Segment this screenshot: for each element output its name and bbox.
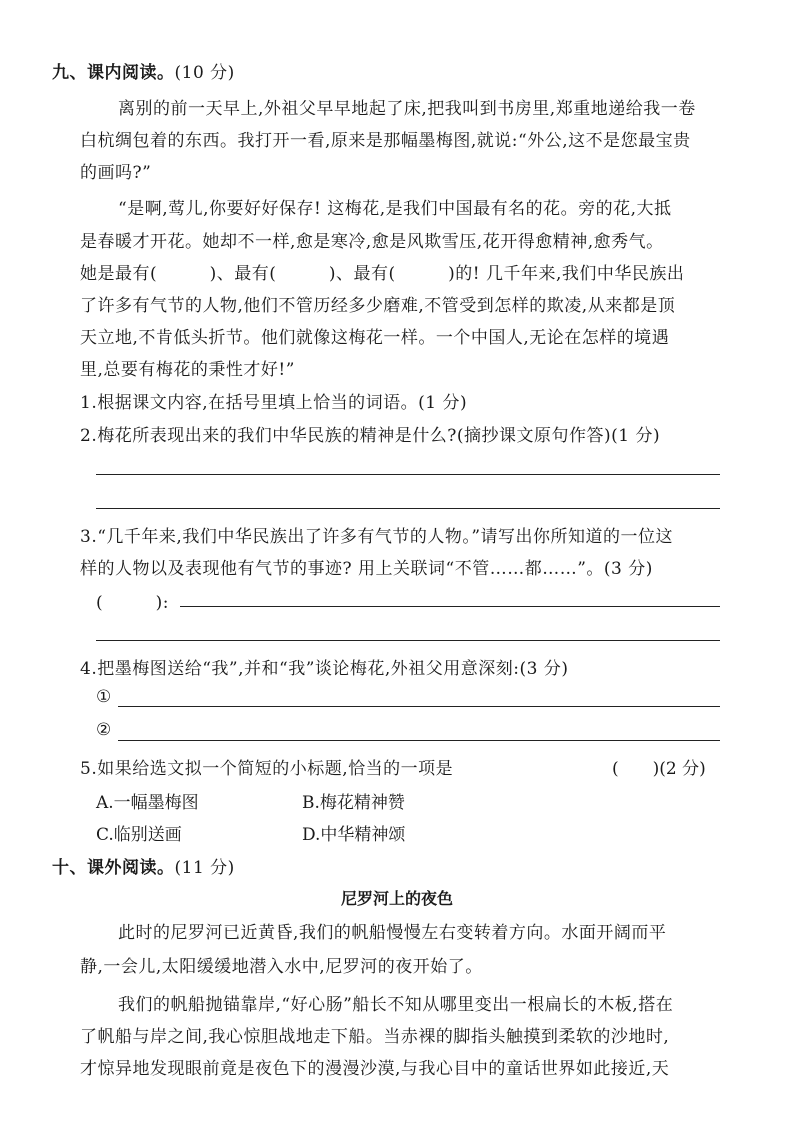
passage10-line-1: 此时的尼罗河已近黄昏,我们的帆船慢慢左右变转着方向。水面开阔而平 bbox=[118, 923, 667, 943]
section10-heading-text: 十、课外阅读。 bbox=[52, 858, 175, 878]
passage9-line-8: 天立地,不肯低头折节。他们就像这梅花一样。一个中国人,无论在怎样的境遇 bbox=[80, 328, 670, 348]
question-3-line-1: 3.“几千年来,我们中华民族出了许多有气节的人物。”请写出你所知道的一位这 bbox=[80, 527, 674, 547]
passage10-line-2: 静,一会儿,太阳缓缓地潜入水中,尼罗河的夜开始了。 bbox=[80, 957, 483, 977]
question-1: 1.根据课文内容,在括号里填上恰当的词语。(1 分) bbox=[80, 393, 468, 413]
section9-heading-text: 九、课内阅读。 bbox=[52, 63, 175, 83]
answer-line-q2-1[interactable] bbox=[96, 474, 720, 475]
passage9-line-2: 白杭绸包着的东西。我打开一看,原来是那幅墨梅图,就说:“外公,这不是您最宝贵 bbox=[80, 131, 691, 151]
question-2: 2.梅花所表现出来的我们中华民族的精神是什么?(摘抄课文原句作答)(1 分) bbox=[80, 426, 661, 446]
section10-points: (11 分) bbox=[174, 858, 235, 878]
answer-line-q4-1[interactable] bbox=[118, 706, 720, 707]
question-4-marker-1: ① bbox=[96, 687, 112, 707]
section9-heading bbox=[52, 58, 692, 83]
passage10-line-5: 才惊异地发现眼前竟是夜色下的漫漫沙漠,与我心目中的童话世界如此接近,天 bbox=[80, 1059, 670, 1079]
option-c[interactable]: C.临别送画 bbox=[96, 825, 182, 845]
option-d[interactable]: D.中华精神颂 bbox=[302, 825, 406, 845]
passage9-line-6: 她是最有( )、最有( )、最有( )的! 几千年来,我们中华民族出 bbox=[80, 264, 685, 284]
question-3-blank-label: ( ): bbox=[96, 593, 169, 613]
question-4: 4.把墨梅图送给“我”,并和“我”谈论梅花,外祖父用意深刻:(3 分) bbox=[80, 659, 569, 679]
passage9-line-4: “是啊,莺儿,你要好好保存! 这梅花,是我们中国最有名的花。旁的花,大抵 bbox=[118, 199, 672, 219]
answer-line-q4-2[interactable] bbox=[118, 740, 720, 741]
question-3-line-2: 样的人物以及表现他有气节的事迹? 用上关联词“不管……都……”。(3 分) bbox=[80, 559, 653, 579]
passage10-line-3: 我们的帆船抛锚靠岸,“好心肠”船长不知从哪里变出一根扁长的木板,搭在 bbox=[118, 995, 674, 1015]
question-4-marker-2: ② bbox=[96, 720, 112, 740]
answer-line-q3-2[interactable] bbox=[96, 640, 720, 641]
passage9-line-1: 离别的前一天早上,外祖父早早地起了床,把我叫到书房里,郑重地递给我一卷 bbox=[118, 99, 696, 119]
question-5: 5.如果给选文拟一个简短的小标题,恰当的一项是 bbox=[80, 759, 454, 779]
question-5-answer-box[interactable]: ( )(2 分) bbox=[612, 759, 706, 779]
passage10-title: 尼罗河上的夜色 bbox=[340, 889, 453, 908]
section10-heading bbox=[52, 853, 692, 878]
passage9-line-7: 了许多有气节的人物,他们不管历经多少磨难,不管受到怎样的欺凌,从来都是顶 bbox=[80, 296, 676, 316]
passage10-line-4: 了帆船与岸之间,我心惊胆战地走下船。当赤裸的脚指头触摸到柔软的沙地时, bbox=[80, 1027, 670, 1047]
passage9-line-5: 是春暖才开花。她却不一样,愈是寒冷,愈是风欺雪压,花开得愈精神,愈秀气。 bbox=[80, 232, 664, 252]
passage9-line-9: 里,总要有梅花的秉性才好!” bbox=[80, 360, 295, 380]
passage9-line-3: 的画吗?” bbox=[80, 163, 152, 183]
section9-points: (10 分) bbox=[174, 63, 235, 83]
option-b[interactable]: B.梅花精神赞 bbox=[302, 793, 405, 813]
answer-line-q3-1[interactable] bbox=[180, 606, 720, 607]
option-a[interactable]: A.一幅墨梅图 bbox=[96, 793, 199, 813]
answer-line-q2-2[interactable] bbox=[96, 508, 720, 509]
